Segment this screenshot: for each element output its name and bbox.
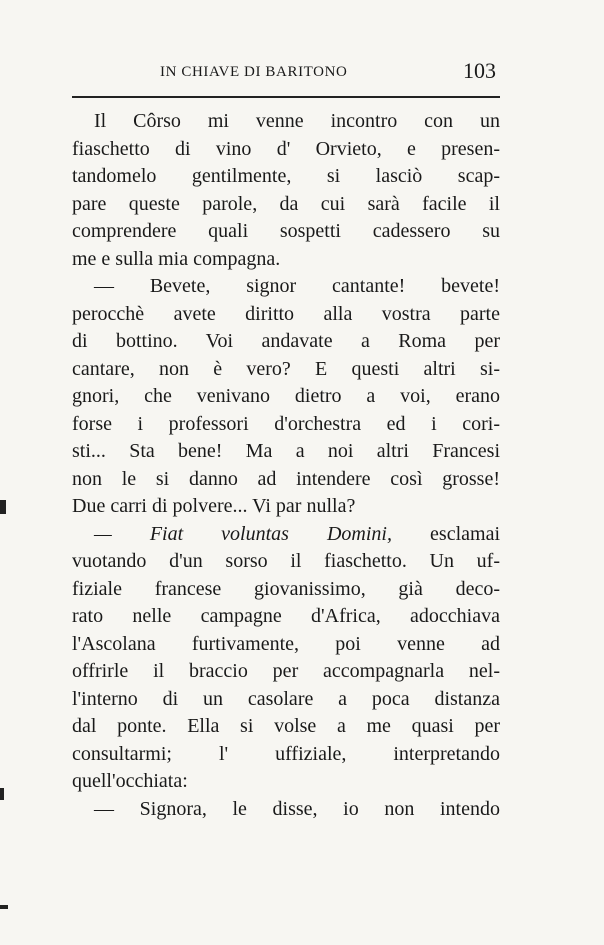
text-line: fiaschetto di vino d' Orvieto, e presen-	[72, 137, 500, 160]
text-line-with-latin	[72, 521, 500, 549]
body-text	[72, 108, 500, 823]
text-line: Il Côrso mi venne incontro con un	[94, 110, 500, 132]
text-line: vuotando d'un sorso il fiaschetto. Un uf-	[72, 550, 500, 572]
text-line: comprendere quali sospetti cadessero su	[72, 220, 500, 242]
text-line: cantare, non è vero? E questi altri si-	[72, 357, 500, 380]
text-line: l'Ascolana furtivamente, poi venne ad	[72, 632, 500, 655]
text-line: offrirle il braccio per accompagnarla nel-	[72, 660, 500, 682]
text-line: — Signora, le disse, io non intendo	[94, 797, 500, 820]
text-line: pare queste parole, da cui sarà facile il	[72, 192, 500, 215]
text-line: tandomelo gentilmente, si lasciò scap-	[72, 165, 500, 187]
page-number: 103	[463, 58, 496, 83]
text-line: l'interno di un casolare a poca distanza	[72, 687, 500, 710]
page-edge-mark	[0, 788, 4, 800]
text-line: consultarmi; l' uffiziale, interpretando	[72, 742, 500, 765]
text-line: di bottino. Voi andavate a Roma per	[72, 330, 500, 352]
text-line: fiziale francese giovanissimo, già deco-	[72, 577, 500, 600]
page-edge-mark	[0, 905, 8, 909]
text-line: dal ponte. Ella si volse a me quasi per	[72, 715, 500, 737]
page-header	[72, 58, 500, 88]
text-line: rato nelle campagne d'Africa, adocchiava	[72, 605, 500, 627]
latin-phrase: — Fiat voluntas Domini,	[94, 522, 392, 545]
text-line: perocchè avete diritto alla vostra parte	[72, 302, 500, 325]
text-line: — Bevete, signor cantante! bevete!	[94, 275, 500, 297]
text-line: sti... Sta bene! Ma a noi altri Francesi	[72, 440, 500, 462]
text-line: gnori, che venivano dietro a voi, erano	[72, 385, 500, 407]
text-line: quell'occhiata:	[72, 770, 188, 792]
header-rule	[72, 96, 500, 98]
text-line: forse i professori d'orchestra ed i cori-	[72, 412, 500, 435]
text-line: Due carri di polvere... Vi par nulla?	[72, 495, 356, 517]
running-title: IN CHIAVE DI BARITONO	[160, 64, 348, 80]
page-edge-mark	[0, 500, 6, 514]
text-line: me e sulla mia compagna.	[72, 247, 281, 270]
text-line: non le si danno ad intendere così grosse!	[72, 467, 500, 490]
text-fragment: esclamai	[430, 522, 500, 545]
